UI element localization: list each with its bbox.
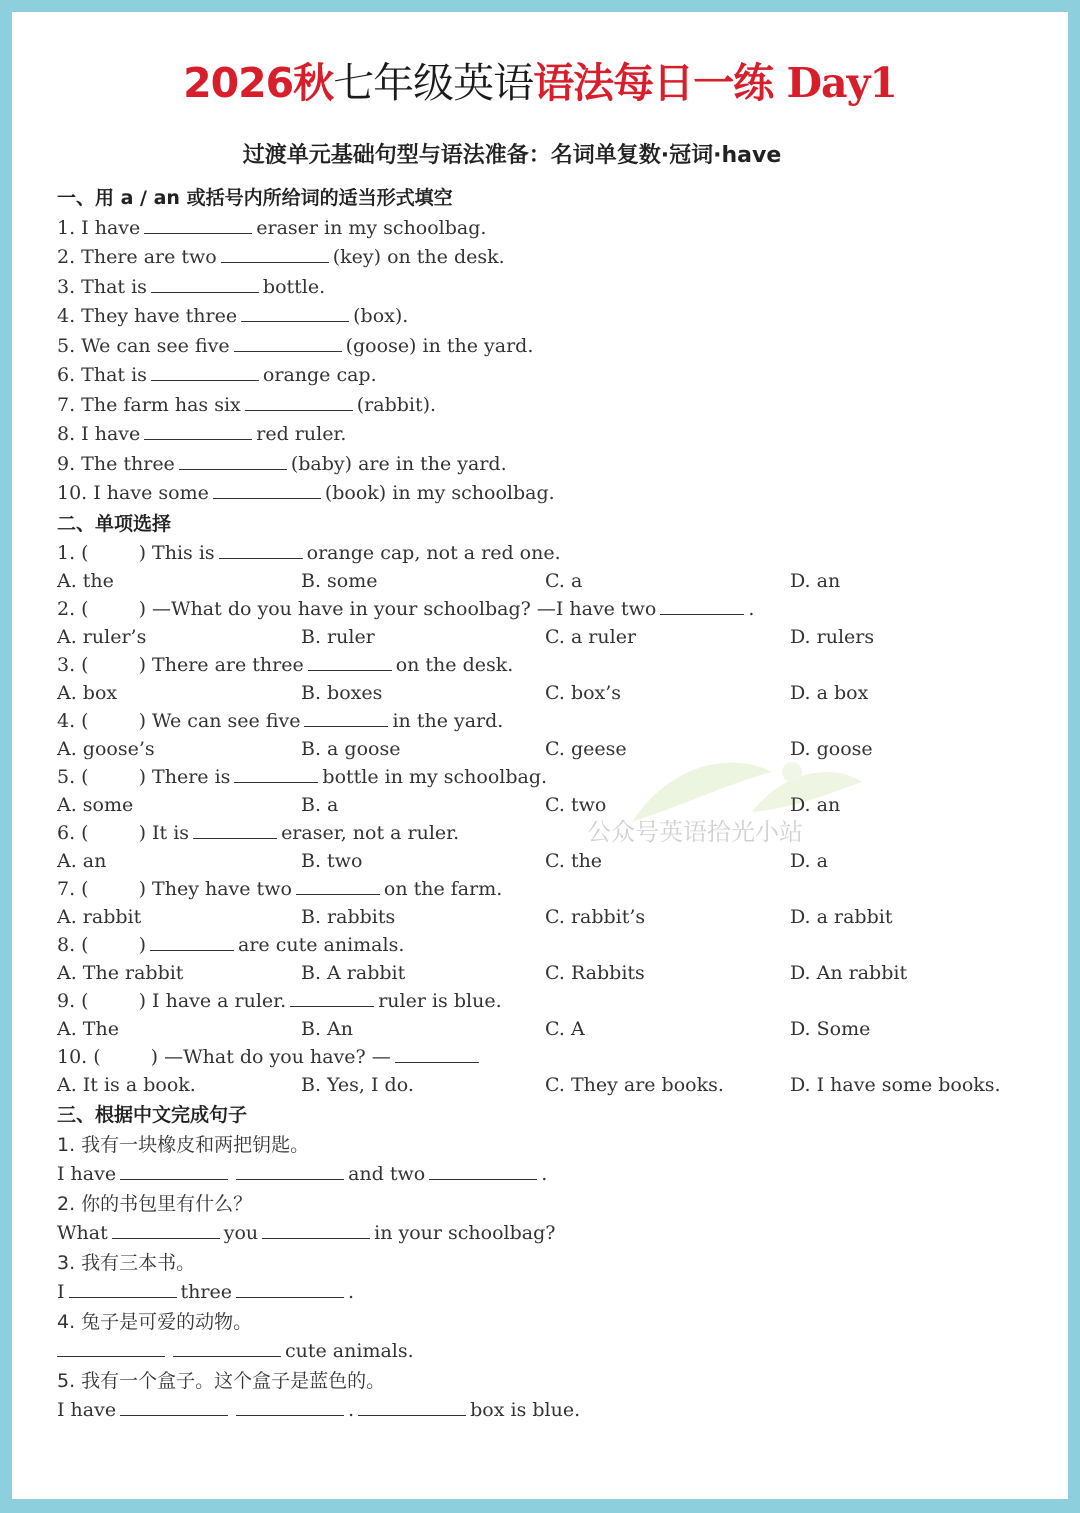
blank-input[interactable] [245, 392, 353, 411]
section1-item [57, 391, 1057, 421]
section2-question [57, 707, 1057, 735]
options-row [57, 903, 1057, 931]
item-text-pre: 1. I have [57, 216, 141, 239]
blank-input[interactable] [304, 708, 388, 727]
question-number: 6. ( [57, 822, 89, 844]
item-text-pre: 8. I have [57, 423, 141, 445]
section1-item [57, 302, 1057, 332]
s3-q2-text-b: you [223, 1222, 259, 1244]
worksheet-page [12, 12, 1068, 1499]
options-row [57, 791, 1057, 819]
option-d[interactable]: D. an [790, 570, 841, 592]
s3-q1-english [57, 1160, 1057, 1190]
option-b[interactable]: B. A rabbit [301, 962, 406, 984]
question-number: 8. ( [57, 934, 89, 956]
question-stem-post: . [748, 598, 755, 620]
item-text-pre: 9. The three [57, 452, 175, 475]
item-text-pre: 3. That is [57, 275, 147, 298]
option-c[interactable]: C. rabbit’s [545, 906, 646, 928]
option-d[interactable]: D. An rabbit [790, 962, 908, 984]
blank-input[interactable] [69, 1279, 177, 1298]
section1-item [57, 214, 1057, 244]
section1-list [57, 214, 1057, 509]
item-text-post: orange cap. [262, 364, 377, 386]
question-number: 3. ( [57, 654, 89, 676]
options-row [57, 847, 1057, 875]
option-c[interactable]: C. a ruler [545, 626, 637, 648]
item-text-pre: 4. They have three [57, 305, 238, 327]
option-d[interactable]: D. goose [790, 738, 873, 760]
question-stem-post: orange cap, not a red one. [306, 542, 561, 564]
question-number: 5. ( [57, 766, 89, 788]
option-b[interactable]: B. a [301, 794, 339, 816]
section2-question [57, 539, 1057, 567]
question-stem-pre: ) [138, 934, 147, 956]
blank-input[interactable] [144, 421, 252, 440]
blank-input[interactable] [57, 1338, 165, 1357]
blank-input[interactable] [660, 596, 744, 615]
blank-input[interactable] [296, 876, 380, 895]
blank-input[interactable] [236, 1279, 344, 1298]
s3-q5-text-b: . [348, 1399, 355, 1421]
item-text-post: (baby) are in the yard. [290, 452, 507, 475]
question-stem-post: ruler is blue. [378, 990, 502, 1012]
option-d[interactable]: D. a box [790, 682, 869, 704]
option-a[interactable]: A. some [57, 794, 134, 816]
title-day: Day1 [773, 59, 897, 107]
question-stem-pre: ) It is [138, 822, 190, 844]
option-c[interactable]: C. the [545, 850, 603, 872]
title-year: 2026秋 [183, 59, 334, 107]
option-b[interactable]: B. a goose [301, 738, 401, 760]
blank-input[interactable] [213, 480, 321, 499]
s3-q3-text-c: . [347, 1281, 355, 1303]
option-b[interactable]: B. An [301, 1018, 353, 1040]
section2-question [57, 651, 1057, 679]
option-d[interactable]: D. an [790, 794, 841, 816]
question-number: 9. ( [57, 990, 89, 1012]
question-stem-pre: ) This is [138, 542, 215, 564]
option-c[interactable]: C. box’s [545, 682, 622, 704]
option-d[interactable]: D. I have some books. [790, 1074, 1001, 1096]
page-title [12, 50, 1068, 109]
blank-input[interactable] [120, 1161, 228, 1180]
blank-input[interactable] [179, 451, 287, 470]
section2-question [57, 987, 1057, 1015]
question-stem-post: eraser, not a ruler. [281, 822, 460, 844]
page-subtitle: 过渡单元基础句型与语法准备：名词单复数·冠词·have [242, 143, 782, 168]
item-text-post: (rabbit). [356, 393, 437, 416]
s3-q5-english [57, 1396, 1057, 1426]
blank-input[interactable] [193, 820, 277, 839]
s3-q5-chinese: 5. 我有一个盒子。这个盒子是蓝色的。 [57, 1369, 386, 1392]
s3-q1-chinese: 1. 我有一块橡皮和两把钥匙。 [57, 1133, 310, 1156]
option-a[interactable]: A. ruler’s [57, 626, 147, 648]
item-text-post: (key) on the desk. [332, 246, 505, 268]
blank-input[interactable] [151, 274, 259, 293]
option-c[interactable]: C. They are books. [545, 1074, 724, 1096]
question-stem-post: in the yard. [392, 710, 504, 732]
section1-item [57, 450, 1057, 480]
options-row [57, 623, 1057, 651]
question-stem-pre: ) —What do you have? — [150, 1046, 391, 1068]
option-b[interactable]: B. rabbits [301, 906, 396, 928]
option-a[interactable]: A. rabbit [57, 906, 142, 928]
blank-input[interactable] [150, 932, 234, 951]
item-text-post: (box). [353, 305, 409, 327]
item-text-pre: 10. I have some [57, 482, 209, 504]
section1-item [57, 420, 1057, 450]
question-stem-pre: ) There is [138, 766, 231, 788]
item-text-post: red ruler. [256, 423, 347, 445]
option-d[interactable]: D. rulers [790, 626, 875, 648]
s3-q2-chinese: 2. 你的书包里有什么？ [57, 1192, 253, 1215]
item-text-pre: 6. That is [57, 364, 147, 386]
blank-input[interactable] [221, 244, 329, 263]
option-a[interactable]: A. The [57, 1018, 119, 1040]
blank-input[interactable] [151, 362, 259, 381]
s3-q5-text-c: box is blue. [470, 1399, 581, 1421]
options-row [57, 1071, 1057, 1099]
item-text-pre: 5. We can see five [57, 334, 230, 357]
question-number: 1. ( [57, 542, 89, 564]
option-d[interactable]: D. Some [790, 1018, 871, 1040]
option-c[interactable]: C. geese [545, 738, 627, 760]
item-text-post: (book) in my schoolbag. [324, 482, 555, 504]
s3-q3-english [57, 1278, 1057, 1308]
blank-input[interactable] [144, 215, 252, 234]
s3-q4-english [57, 1337, 1057, 1367]
option-b[interactable]: B. two [301, 850, 363, 872]
item-text-pre: 2. There are two [57, 246, 217, 268]
item-text-post: eraser in my schoolbag. [256, 216, 487, 239]
s3-q3-text-a: I [57, 1281, 65, 1303]
option-c[interactable]: C. A [545, 1018, 585, 1040]
question-stem-pre: ) There are three [138, 654, 304, 676]
options-row [57, 735, 1057, 763]
blank-input[interactable] [308, 652, 392, 671]
question-stem-post: on the farm. [383, 878, 503, 900]
s3-q4-chinese: 4. 兔子是可爱的动物。 [57, 1310, 253, 1333]
blank-input[interactable] [290, 988, 374, 1007]
option-a[interactable]: A. It is a book. [57, 1074, 196, 1096]
section1-heading: 一、用 a / an 或括号内所给词的适当形式填空 [57, 187, 453, 209]
option-c[interactable]: C. two [545, 794, 607, 816]
option-a[interactable]: A. box [57, 682, 118, 704]
s3-q2-text-a: What [57, 1222, 108, 1244]
section2-question [57, 595, 1057, 623]
s3-q3-chinese: 3. 我有三本书。 [57, 1251, 196, 1274]
section2-question [57, 763, 1057, 791]
blank-input[interactable] [219, 540, 303, 559]
section1-item [57, 243, 1057, 273]
options-row [57, 679, 1057, 707]
option-b[interactable]: B. boxes [301, 682, 383, 704]
section3-heading: 三、根据中文完成句子 [57, 1104, 248, 1126]
question-number: 10. ( [57, 1046, 101, 1068]
section2-heading: 二、单项选择 [57, 512, 172, 535]
question-stem-pre: ) I have a ruler. [138, 990, 287, 1012]
option-b[interactable]: B. some [301, 570, 378, 592]
option-d[interactable]: D. a rabbit [790, 906, 893, 928]
blank-input[interactable] [241, 303, 349, 322]
item-text-post: (goose) in the yard. [345, 334, 534, 357]
question-number: 7. ( [57, 878, 89, 900]
s3-q3-text-b: three [180, 1281, 232, 1303]
option-a[interactable]: A. an [57, 850, 107, 872]
section2-question [57, 1043, 1057, 1071]
s3-q1-text-a: I have [57, 1163, 117, 1185]
watermark-text: 公众号英语拾光小站 [587, 818, 803, 846]
s3-q2-english [57, 1219, 1057, 1249]
option-d[interactable]: D. a [790, 850, 828, 872]
s3-q5-text-a: I have [57, 1399, 117, 1421]
item-text-pre: 7. The farm has six [57, 393, 241, 416]
title-grade: 七年级英语 [333, 59, 534, 107]
option-a[interactable]: A. goose’s [57, 738, 155, 760]
options-row [57, 959, 1057, 987]
section1-item [57, 332, 1057, 362]
question-stem-pre: ) We can see five [138, 710, 301, 732]
option-b[interactable]: B. Yes, I do. [301, 1074, 414, 1096]
item-text-post: bottle. [262, 275, 326, 298]
s3-q2-text-c: in your schoolbag? [374, 1222, 556, 1244]
question-stem-pre: ) They have two [138, 878, 292, 900]
blank-input[interactable] [173, 1338, 281, 1357]
blank-input[interactable] [262, 1220, 370, 1239]
option-a[interactable]: A. the [57, 570, 114, 592]
blank-input[interactable] [234, 333, 342, 352]
blank-input[interactable] [429, 1161, 537, 1180]
section2-question [57, 931, 1057, 959]
s3-q1-text-c: . [541, 1163, 548, 1185]
option-b[interactable]: B. ruler [301, 626, 375, 648]
section2-question [57, 875, 1057, 903]
section2-question [57, 819, 1057, 847]
option-c[interactable]: C. Rabbits [545, 962, 645, 984]
question-stem-post: are cute animals. [238, 934, 405, 956]
question-stem-post: on the desk. [395, 654, 514, 676]
question-number: 2. ( [57, 598, 89, 620]
blank-input[interactable] [112, 1220, 220, 1239]
options-row [57, 1015, 1057, 1043]
blank-input[interactable] [395, 1044, 479, 1063]
blank-input[interactable] [358, 1397, 466, 1416]
blank-input[interactable] [236, 1397, 344, 1416]
title-topic: 语法每日一练 [533, 59, 774, 107]
blank-input[interactable] [234, 764, 318, 783]
option-a[interactable]: A. The rabbit [57, 962, 184, 984]
blank-input[interactable] [236, 1161, 344, 1180]
options-row [57, 567, 1057, 595]
section1-item [57, 361, 1057, 391]
s3-q4-text-a: cute animals. [285, 1340, 414, 1362]
question-stem-pre: ) —What do you have in your schoolbag? —I have two [138, 598, 657, 620]
blank-input[interactable] [120, 1397, 228, 1416]
section1-item [57, 273, 1057, 303]
option-c[interactable]: C. a [545, 570, 583, 592]
section2-list [57, 539, 1057, 1099]
s3-q1-text-b: and two [348, 1163, 426, 1185]
section1-item [57, 479, 1057, 509]
question-stem-post: bottle in my schoolbag. [322, 766, 548, 788]
worksheet-content [57, 184, 1057, 1426]
question-number: 4. ( [57, 710, 89, 732]
